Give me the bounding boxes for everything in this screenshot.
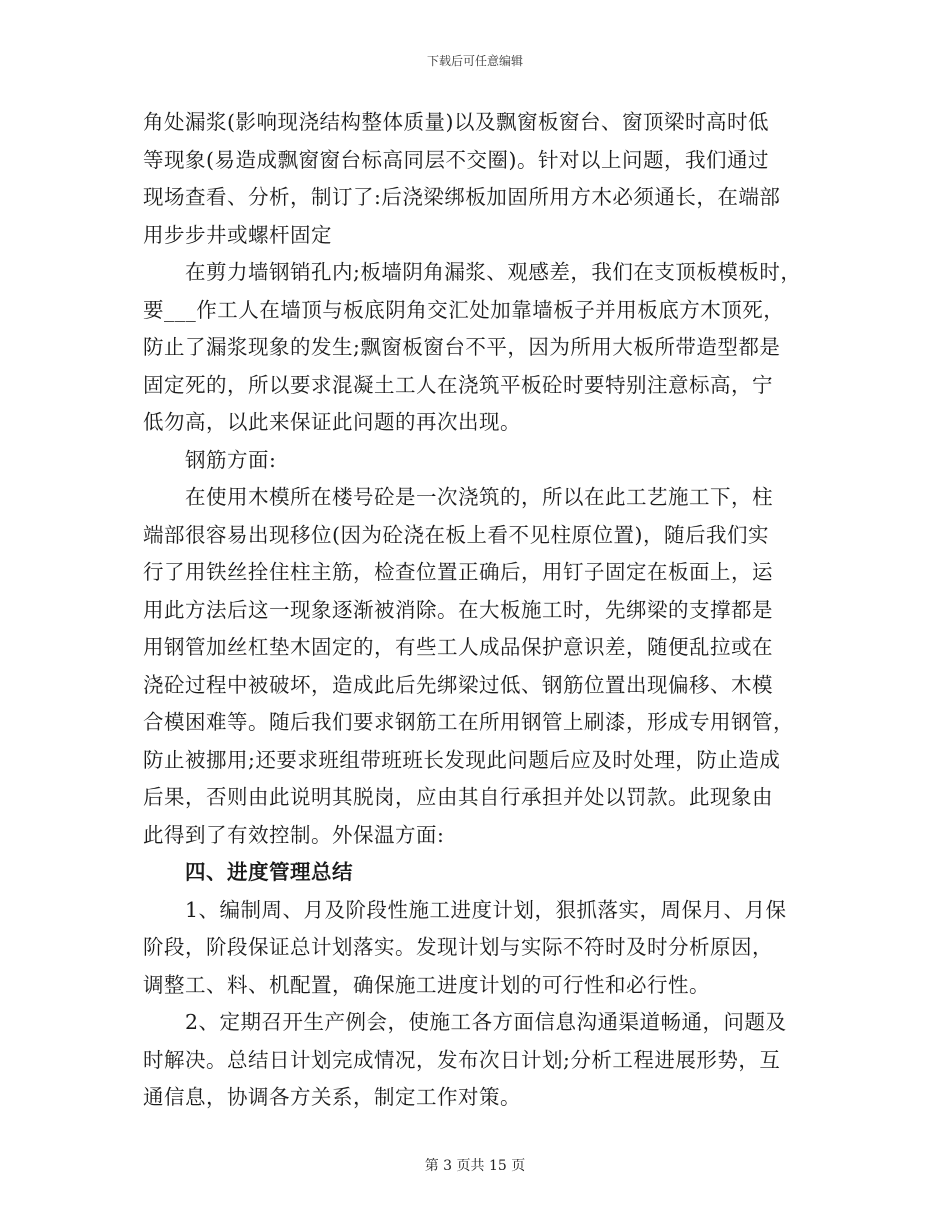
text-line: 用此方法后这一现象逐渐被消除。在大板施工时，先绑梁的支撑都是 <box>143 597 773 622</box>
text-line: 用钢管加丝杠垫木固定的，有些工人成品保护意识差，随便乱拉或在 <box>143 635 773 659</box>
page-header: 下载后可任意编辑 <box>426 54 523 68</box>
text-line: 调整工、料、机配置，确保施工进度计划的可行性和必行性。 <box>143 972 710 997</box>
text-line: 时解决。总结日计划完成情况，发布次日计划;分析工程进展形势，互 <box>143 1047 781 1072</box>
text-line: 低勿高，以此来保证此问题的再次出现。 <box>143 410 521 434</box>
text-line: 行了用铁丝拴住柱主筋，检查位置正确后，用钉子固定在板面上，运 <box>143 560 773 584</box>
text-line: 浇砼过程中被破坏，造成此后先绑梁过低、钢筋位置出现偏移、木模 <box>143 672 773 697</box>
text-line: 防止被挪用;还要求班组带班班长发现此问题后应及时处理，防止造成 <box>143 747 781 772</box>
text-line: 用步步井或螺杆固定 <box>143 222 332 247</box>
text-line: 端部很容易出现移位(因为砼浇在板上看不见柱原位置)，随后我们实 <box>143 522 769 547</box>
text-line: 固定死的，所以要求混凝土工人在浇筑平板砼时要特别注意标高，宁 <box>143 372 773 397</box>
subsection-heading: 钢筋方面: <box>185 447 277 472</box>
text-line: 角处漏浆(影响现浇结构整体质量)以及飘窗板窗台、窗顶梁时高时低 <box>143 110 769 134</box>
section-heading: 四、进度管理总结 <box>185 860 353 884</box>
paragraph-start-line: 1、编制周、月及阶段性施工进度计划，狠抓落实，周保月、月保 <box>185 897 787 922</box>
page-number: 第 3 页共 15 页 <box>424 1158 526 1174</box>
paragraph-start-line: 在使用木模所在楼号砼是一次浇筑的，所以在此工艺施工下，柱 <box>185 485 773 509</box>
paragraph-start-line: 2、定期召开生产例会，使施工各方面信息沟通渠道畅通，问题及 <box>185 1010 787 1034</box>
text-line: 等现象(易造成飘窗窗台标高同层不交圈)。针对以上问题，我们通过 <box>143 147 769 172</box>
paragraph-start-line: 在剪力墙钢销孔内;板墙阴角漏浆、观感差，我们在支顶板模板时， <box>185 260 802 284</box>
text-line: 后果，否则由此说明其脱岗，应由其自行承担并处以罚款。此现象由 <box>143 785 773 809</box>
text-line: 合模困难等。随后我们要求钢筋工在所用钢管上刷漆，形成专用钢管， <box>143 710 794 734</box>
document-body <box>143 104 813 1117</box>
text-line: 要___作工人在墙顶与板底阴角交汇处加靠墙板子并用板底方木顶死， <box>143 297 785 322</box>
text-line: 通信息，协调各方关系，制定工作对策。 <box>143 1085 521 1109</box>
text-line: 此得到了有效控制。外保温方面: <box>143 822 445 847</box>
text-line: 阶段，阶段保证总计划落实。发现计划与实际不符时及时分析原因， <box>143 935 773 959</box>
text-line: 现场查看、分析，制订了:后浇梁绑板加固所用方木必须通长，在端部 <box>143 185 781 209</box>
text-line: 防止了漏浆现象的发生;飘窗板窗台不平，因为所用大板所带造型都是 <box>143 335 781 359</box>
